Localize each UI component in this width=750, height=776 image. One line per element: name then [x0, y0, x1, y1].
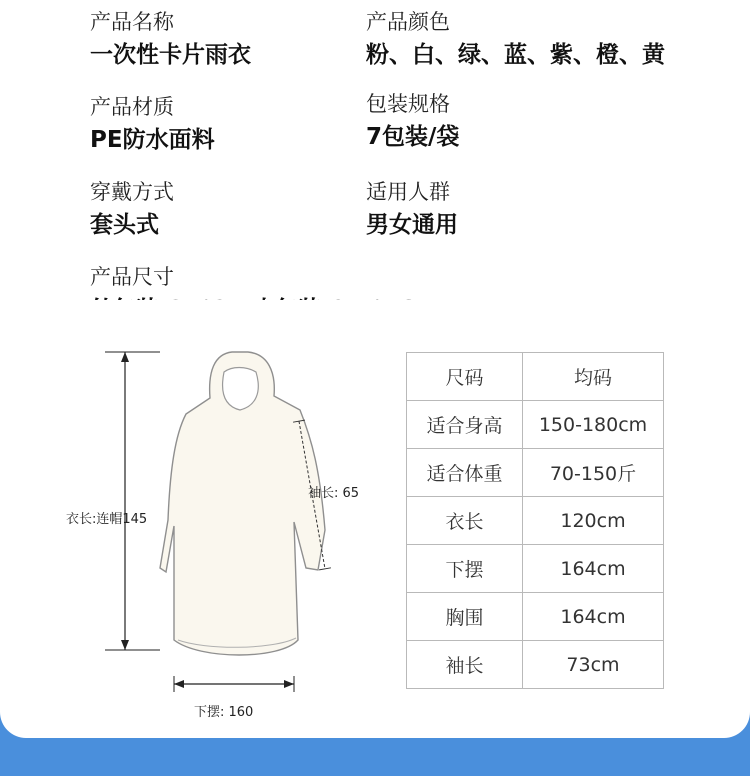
spec-label-wear: 穿戴方式 — [90, 180, 174, 204]
hem-dimension — [174, 676, 294, 692]
table-cell: 适合身高 — [407, 401, 523, 449]
spec-label-package: 包装规格 — [366, 92, 450, 116]
spec-label-users: 适用人群 — [366, 180, 450, 204]
table-cell: 164cm — [523, 545, 664, 593]
table-cell: 164cm — [523, 593, 664, 641]
spec-label-color: 产品颜色 — [366, 10, 450, 34]
length-label: 衣长:连帽145 — [66, 512, 148, 527]
table-cell: 袖长 — [407, 641, 523, 689]
table-cell: 胸围 — [407, 593, 523, 641]
hem-label: 下摆: 160 — [194, 705, 254, 720]
table-cell: 适合体重 — [407, 449, 523, 497]
table-row — [407, 401, 664, 449]
spec-value-wear: 套头式 — [90, 212, 159, 238]
spec-value-users: 男女通用 — [366, 212, 458, 238]
spec-label-name: 产品名称 — [90, 10, 174, 34]
table-row — [407, 449, 664, 497]
spec-value-name: 一次性卡片雨衣 — [90, 42, 251, 68]
spec-value-color: 粉、白、绿、蓝、紫、橙、黄 — [366, 42, 665, 68]
table-cell: 150-180cm — [523, 401, 664, 449]
table-row — [407, 593, 664, 641]
table-cell: 120cm — [523, 497, 664, 545]
table-row — [407, 641, 664, 689]
table-row — [407, 545, 664, 593]
spec-label-size: 产品尺寸 — [90, 265, 174, 289]
spec-value-package: 7包装/袋 — [366, 124, 460, 150]
table-cell: 下摆 — [407, 545, 523, 593]
size-table — [406, 352, 664, 689]
table-header-cell: 尺码 — [407, 353, 523, 401]
table-header-row — [407, 353, 664, 401]
table-cell: 70-150斤 — [523, 449, 664, 497]
table-cell: 73cm — [523, 641, 664, 689]
table-header-cell: 均码 — [523, 353, 664, 401]
sleeve-label: 袖长: 65 — [308, 486, 360, 501]
table-row — [407, 497, 664, 545]
spec-label-material: 产品材质 — [90, 95, 174, 119]
table-cell: 衣长 — [407, 497, 523, 545]
length-dimension — [105, 352, 160, 650]
spec-value-material: PE防水面料 — [90, 127, 215, 153]
